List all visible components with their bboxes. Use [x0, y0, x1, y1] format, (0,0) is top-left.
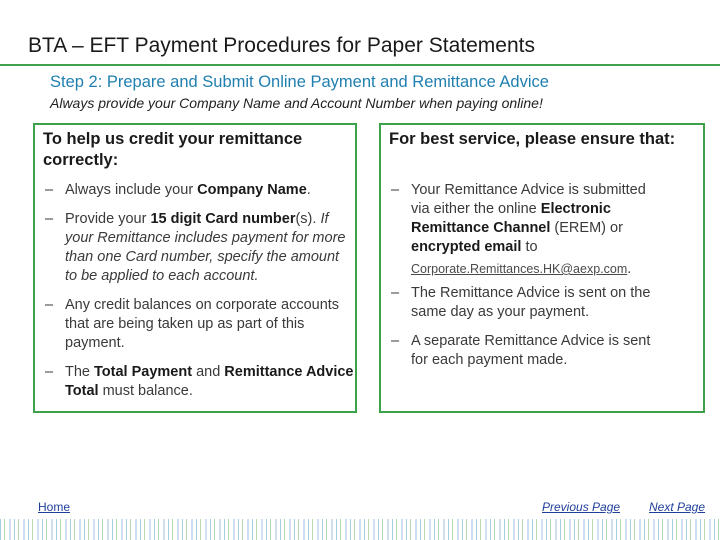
- decorative-footer-band: [0, 519, 720, 540]
- list-item: – The Remittance Advice is sent on the same day as your payment.: [391, 285, 651, 320]
- credit-remittance-box: [33, 123, 357, 413]
- reminder-note: Always provide your Company Name and Account Number when paying online!: [50, 95, 543, 111]
- page-title: BTA – EFT Payment Procedures for Paper Statements: [28, 34, 535, 57]
- step-heading: Step 2: Prepare and Submit Online Payment and Remittance Advice: [50, 73, 549, 91]
- list-item: – Any credit balances on corporate accounts that are being taken up as part of this payment.: [45, 297, 340, 351]
- best-service-heading: For best service, please ensure that:: [389, 130, 676, 148]
- previous-page-link[interactable]: Previous Page: [542, 500, 621, 514]
- list-item: – Your Remittance Advice is submitted via either the online Electronic Remittance Channel (EREM) or encrypted email to Corporate.Remittances.HK@aexp.com.: [391, 182, 646, 277]
- list-item: – The Total Payment and Remittance Advice Total must balance.: [45, 364, 354, 399]
- next-page-link[interactable]: Next Page: [649, 500, 706, 514]
- credit-remittance-heading: To help us credit your remittance correctly:: [43, 130, 303, 169]
- remittance-email-link[interactable]: Corporate.Remittances.HK@aexp.com: [411, 262, 628, 276]
- best-service-box: [379, 123, 705, 413]
- list-item: – A separate Remittance Advice is sent for each payment made.: [391, 333, 651, 368]
- list-item: – Always include your Company Name.: [45, 182, 311, 198]
- home-link[interactable]: Home: [38, 500, 71, 514]
- list-item: – Provide your 15 digit Card number(s). If your Remittance includes payment for more than one Card number, specify the amount to be applied to each account.: [45, 211, 346, 284]
- title-divider: [0, 64, 720, 66]
